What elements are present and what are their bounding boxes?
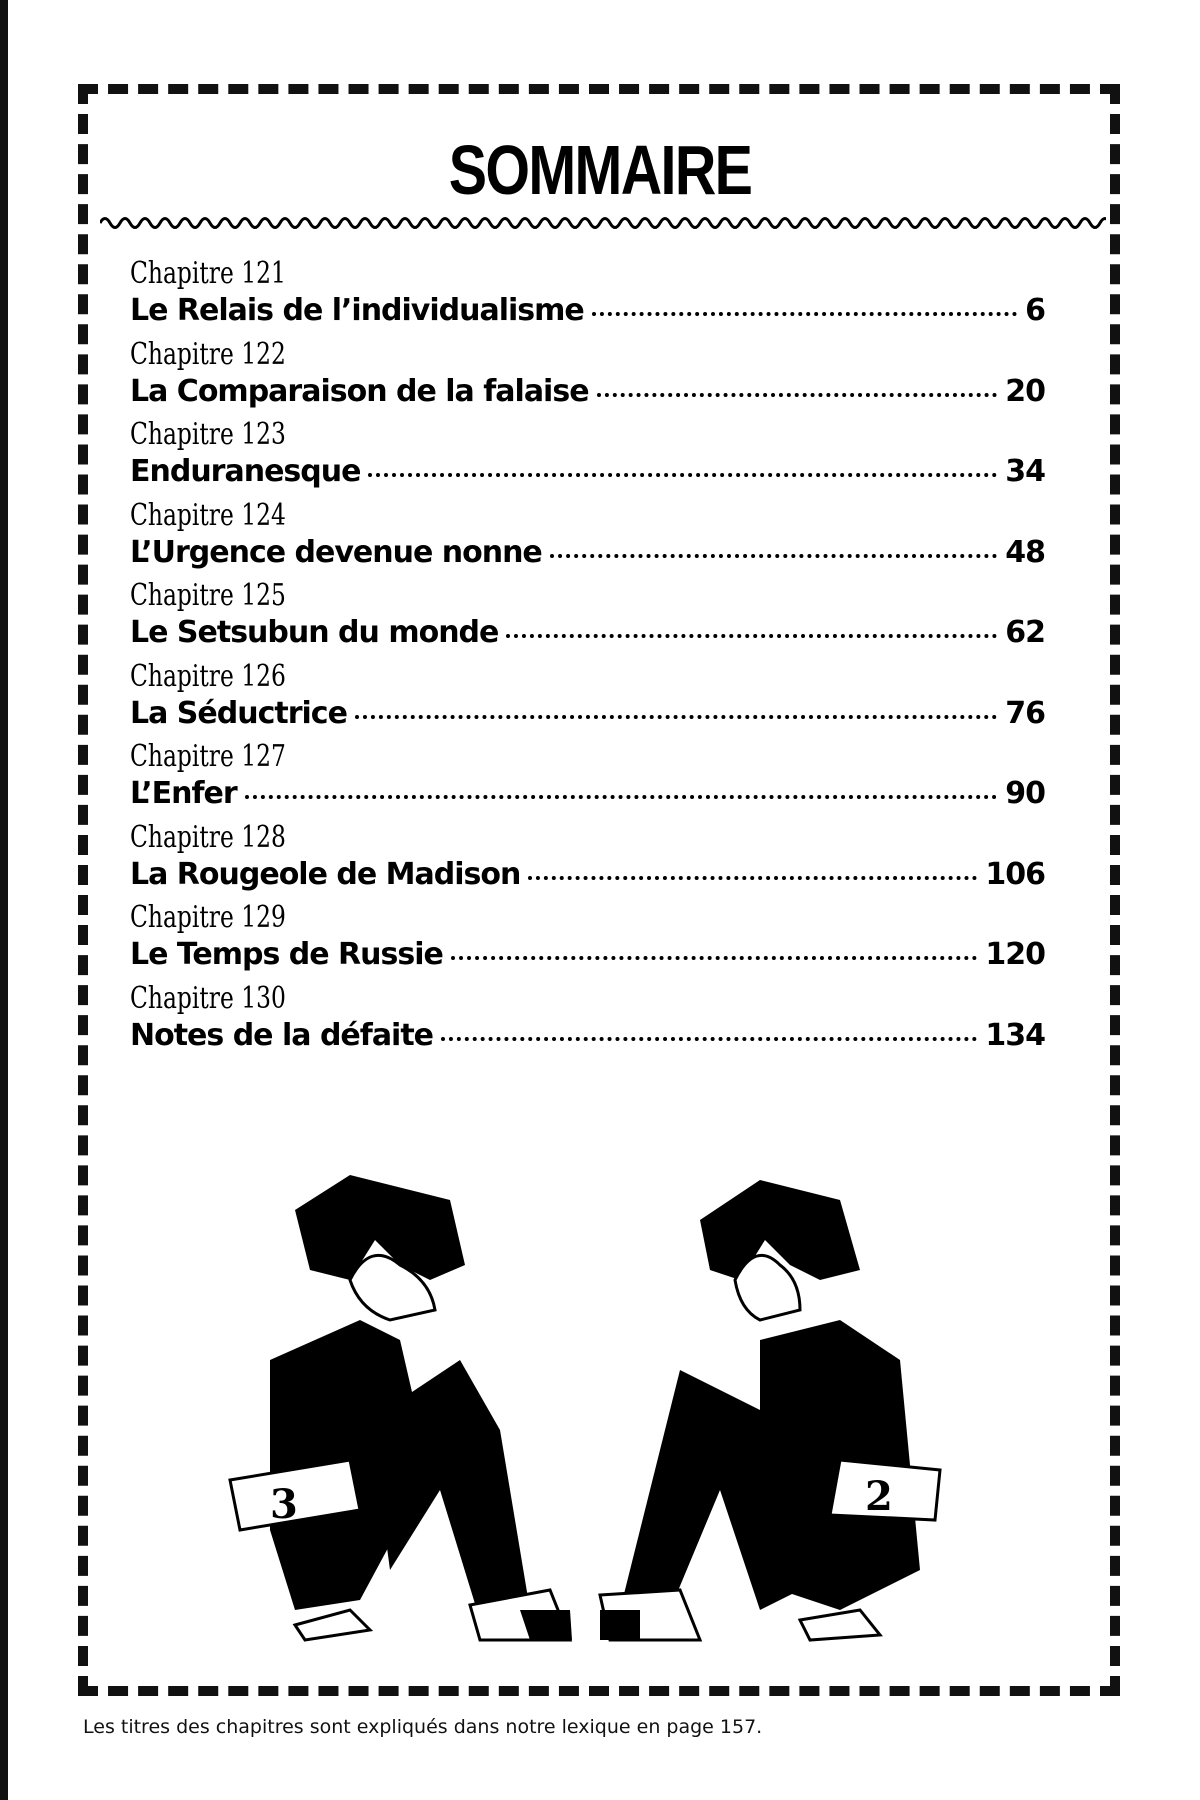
page-number: 106 [985, 856, 1045, 892]
toc-entry[interactable] [130, 578, 1045, 659]
dot-leader [528, 876, 977, 880]
left-figure [230, 1175, 572, 1640]
dot-leader [592, 312, 1017, 316]
page-number: 34 [1005, 454, 1045, 489]
page-number: 134 [985, 1017, 1045, 1053]
right-figure [600, 1180, 940, 1640]
two-seated-figures-illustration [200, 1170, 1000, 1660]
page-number: 90 [1005, 776, 1045, 811]
toc-entry[interactable] [130, 900, 1045, 981]
chapter-number: Chapitre 126 [130, 658, 286, 694]
chapter-title: La Rougeole de Madison [130, 856, 521, 892]
chapter-number: Chapitre 125 [130, 578, 286, 613]
chapter-number: Chapitre 127 [130, 739, 286, 774]
toc-entry[interactable] [130, 417, 1045, 498]
dot-leader [597, 393, 998, 397]
dot-leader [550, 554, 997, 558]
toc-entry[interactable] [130, 739, 1045, 820]
toc-entry[interactable] [130, 337, 1045, 418]
right-armband-number: 2 [865, 1473, 893, 1520]
chapter-number: Chapitre 130 [130, 980, 286, 1016]
dot-leader [368, 473, 997, 477]
chapter-title: La Séductrice [130, 695, 347, 731]
page-number: 20 [1005, 373, 1045, 409]
dot-leader [441, 1037, 977, 1041]
toc-entry[interactable] [130, 659, 1045, 740]
dot-leader [245, 795, 998, 799]
toc-entry[interactable] [130, 820, 1045, 901]
dot-leader [506, 634, 997, 638]
chapter-title: Le Setsubun du monde [130, 615, 499, 650]
chapter-title: Notes de la défaite [130, 1017, 434, 1053]
footnote: Les titres des chapitres sont expliqués dans notre lexique en page 157. [83, 1716, 763, 1738]
dot-leader [355, 715, 997, 719]
chapter-number: Chapitre 128 [130, 819, 286, 855]
page-number: 76 [1005, 695, 1045, 731]
wave-divider [100, 212, 1106, 234]
table-of-contents [130, 256, 1045, 1061]
chapter-number: Chapitre 124 [130, 497, 286, 533]
page-number: 62 [1005, 615, 1045, 650]
left-armband-number: 3 [270, 1481, 298, 1528]
chapter-number: Chapitre 122 [130, 336, 286, 372]
page-number: 120 [985, 937, 1045, 972]
toc-entry[interactable] [130, 981, 1045, 1062]
chapter-number: Chapitre 121 [130, 256, 286, 291]
toc-entry[interactable] [130, 256, 1045, 337]
toc-entry[interactable] [130, 498, 1045, 579]
page-number: 6 [1025, 293, 1045, 328]
chapter-number: Chapitre 123 [130, 417, 286, 452]
page-edge-bar [0, 0, 8, 1800]
chapter-title: La Comparaison de la falaise [130, 373, 589, 409]
chapter-title: Le Temps de Russie [130, 937, 443, 972]
chapter-title: Enduranesque [130, 454, 361, 489]
chapter-title: Le Relais de l’individualisme [130, 293, 584, 328]
dot-leader [451, 956, 978, 960]
chapter-number: Chapitre 129 [130, 900, 286, 935]
chapter-title: L’Enfer [130, 776, 237, 811]
page-title: SOMMAIRE [448, 131, 752, 209]
chapter-title: L’Urgence devenue nonne [130, 534, 542, 570]
page-number: 48 [1005, 534, 1045, 570]
